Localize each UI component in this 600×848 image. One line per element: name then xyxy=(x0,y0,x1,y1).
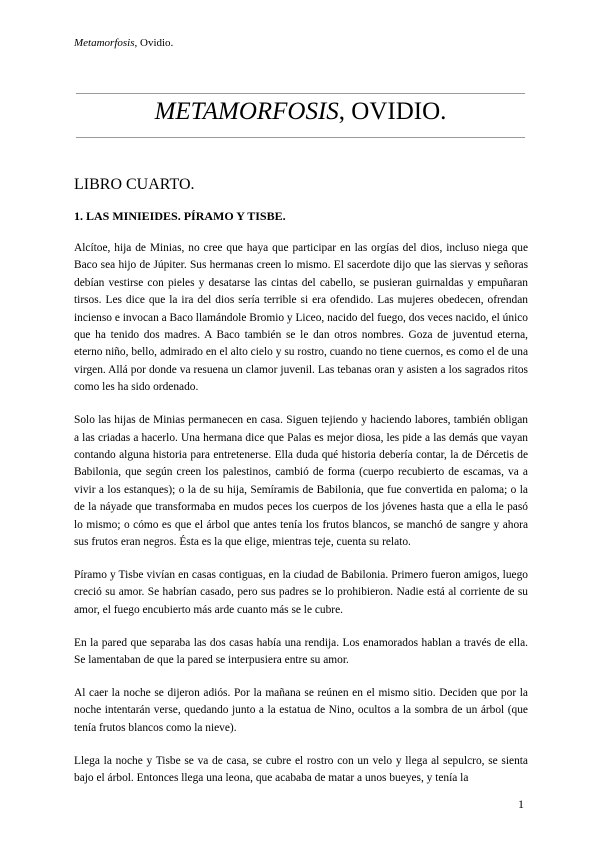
paragraph: Llega la noche y Tisbe se va de casa, se cubre el rostro con un velo y llega al sepulcro, se sienta bajo el árbol. Entonces llega una leona, que acababa de matar a unos bueyes, y tenía la xyxy=(74,754,528,785)
running-header xyxy=(74,37,173,49)
paragraph: Píramo y Tisbe vivían en casas contiguas, en la ciudad de Babilonia. Primero fueron amigos, luego creció su amor. Se habrían casado, pero sus padres se lo prohibieron. Nadie está al corriente de su amor, el fuego encubierto más arde cuanto más se le cubre. xyxy=(74,568,528,616)
running-header-author: , Ovidio. xyxy=(134,37,174,49)
section-heading: 1. LAS MINIEIDES. PÍRAMO Y TISBE. xyxy=(74,209,286,223)
body-text xyxy=(74,240,528,803)
paragraph: Al caer la noche se dijeron adiós. Por la mañana se reúnen en el mismo sitio. Deciden que por la noche intentarán verse, quedando junto a la estatua de Nino, ocultos a la sombra de un árbol (que tenía frutos blancos como la nieve). xyxy=(74,686,528,734)
paragraph: En la pared que separaba las dos casas había una rendija. Los enamorados hablan a través de ella. Se lamentaban de que la pared se interpusiera entre su amor. xyxy=(74,636,528,667)
paragraph: Alcítoe, hija de Minias, no cree que haya que participar en las orgías del dios, incluso niega que Baco sea hijo de Júpiter. Sus hermanas creen lo mismo. El sacerdote dijo que las siervas y señoras debían vestirse con pieles y desatarse las cintas del cabello, se pusieran guirnaldas y empuñaran tirsos. Les dice que la ira del dios sería terrible si era ofendido. Las mujeres obedecen, ofrendan incienso e invocan a Baco llamándole Bromio y Liceo, nacido del fuego, dos veces nacido, el único que ha tenido dos madres. A Baco también se le dan otros nombres. Goza de juventud eterna, eterno niño, bello, admirado en el alto cielo y su rostro, cuando no tiene cuernos, es como el de una virgen. Allá por donde va resuena un clamor juvenil. Las tebanas oran y asisten a los sagrados ritos como les ha sido ordenado. xyxy=(74,242,528,394)
title-top-rule xyxy=(76,93,525,94)
document-title-author: , OVIDIO. xyxy=(338,98,447,125)
running-header-work-title: Metamorfosis xyxy=(74,37,135,49)
page-number: 1 xyxy=(518,797,524,811)
document-title-work: METAMORFOSIS xyxy=(154,98,339,125)
document-title xyxy=(76,98,525,126)
book-heading: LIBRO CUARTO. xyxy=(74,176,195,193)
title-bottom-rule xyxy=(76,137,525,138)
paragraph: Solo las hijas de Minias permanecen en casa. Siguen tejiendo y haciendo labores, también obligan a las criadas a hacerlo. Una hermana dice que Palas es mejor diosa, les pide a las demás que vayan contando alguna historia para entretenerse. Ella duda qué historia debería contar, la de Dércetis de Babilonia, que según creen los palestinos, cambió de forma (cuerpo recubierto de escamas, va a vivir a los estanques); o la de su hija, Semíramis de Babilonia, que fue convertida en paloma; o la de la náyade que transformaba en mudos peces los cuerpos de los jóvenes hasta que a ella le pasó lo mismo; o cómo es que el árbol que antes tenía los frutos blancos, se manchó de sangre y ahora sus frutos eran negros. Ésta es la que elige, mientras teje, cuenta su relato. xyxy=(74,414,528,548)
